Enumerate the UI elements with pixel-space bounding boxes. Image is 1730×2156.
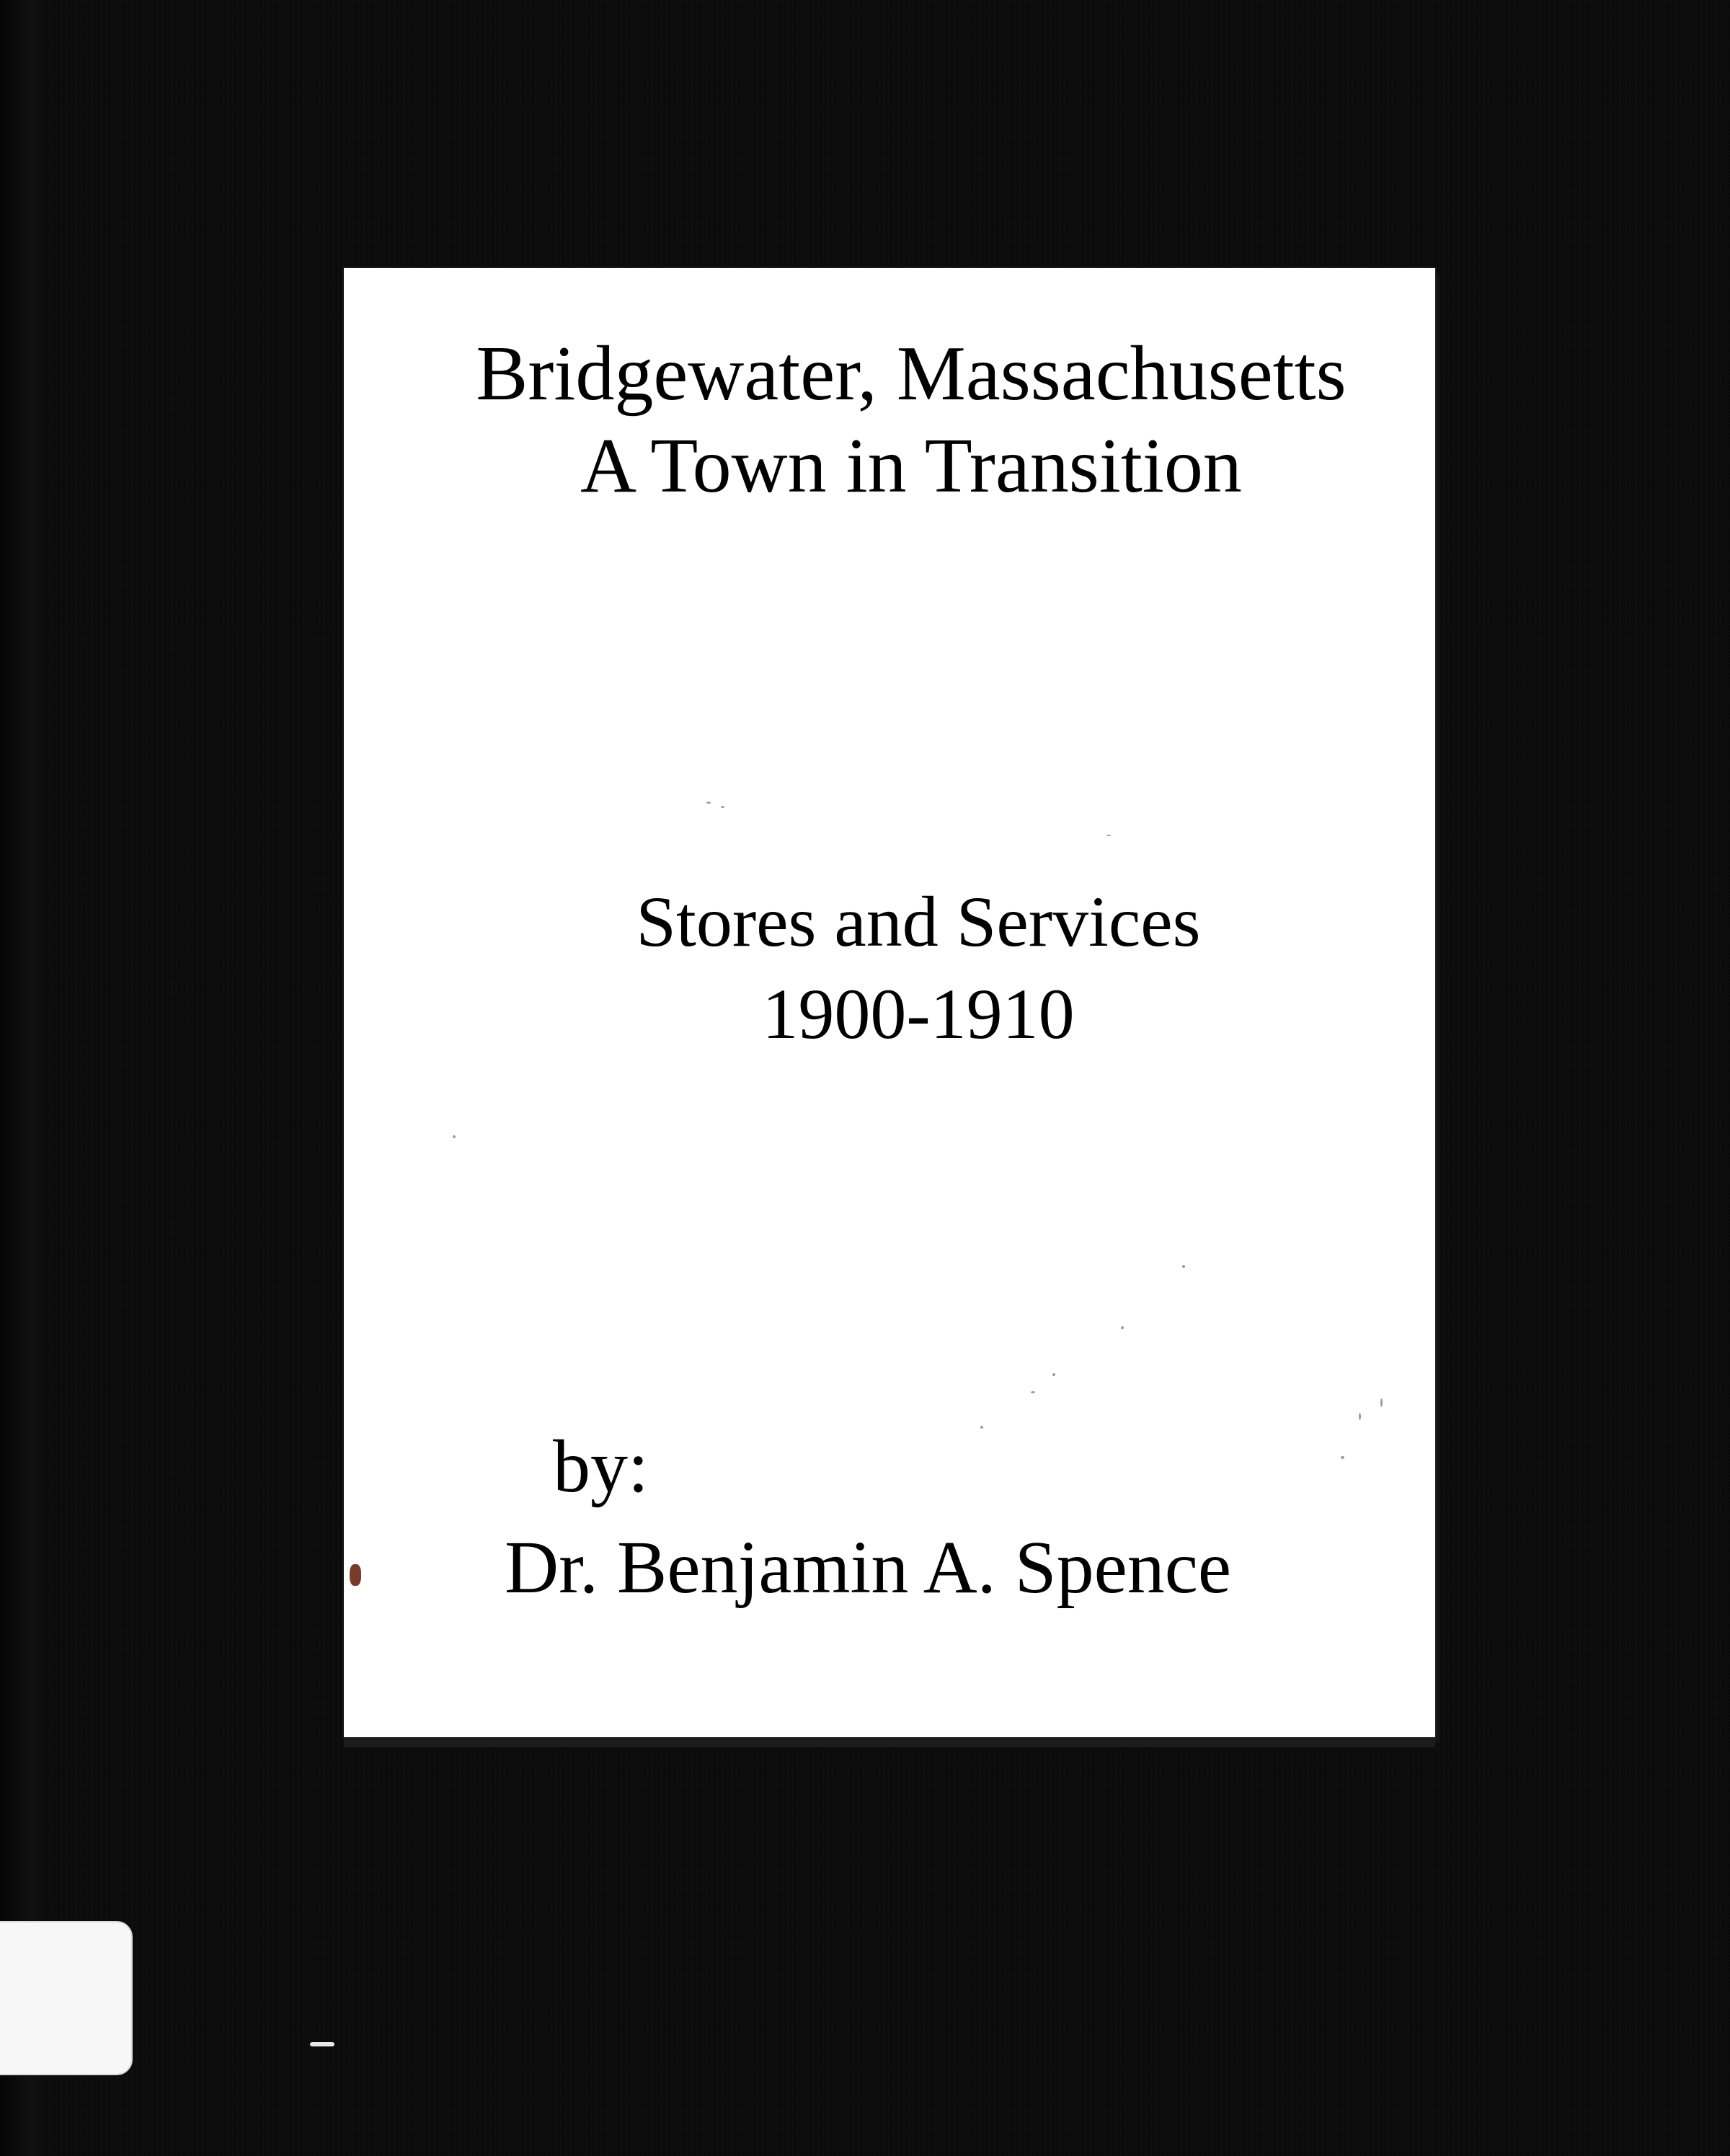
scan-speck [980,1426,983,1429]
scratch-mark [310,2042,334,2046]
library-sticker [0,1921,133,2075]
scan-speck [1121,1326,1124,1329]
label-plate-shadow [344,1737,1435,1747]
scan-speck [1359,1413,1361,1420]
scan-speck [1031,1391,1035,1393]
subtitle-line-2: 1900-1910 [762,974,1075,1054]
title-line-2: A Town in Transition [580,423,1242,509]
book-subtitle [344,876,1435,1060]
cover-spine-edge [0,0,50,2156]
scan-speck [453,1135,456,1138]
author-name: Dr. Benjamin A. Spence [505,1526,1232,1609]
scan-speck [721,806,724,808]
byline-label: by: [553,1425,649,1508]
scan-speck [706,802,711,804]
subtitle-line-1: Stores and Services [636,882,1201,962]
scan-speck [1182,1265,1185,1268]
edge-stain [350,1564,361,1586]
title-line-1: Bridgewater, Massachusetts [476,331,1347,417]
scan-speck [1380,1398,1383,1407]
book-title [344,328,1435,513]
scan-speck [1106,835,1111,836]
scan-speck [1052,1373,1055,1376]
scan-speck [1341,1456,1344,1459]
